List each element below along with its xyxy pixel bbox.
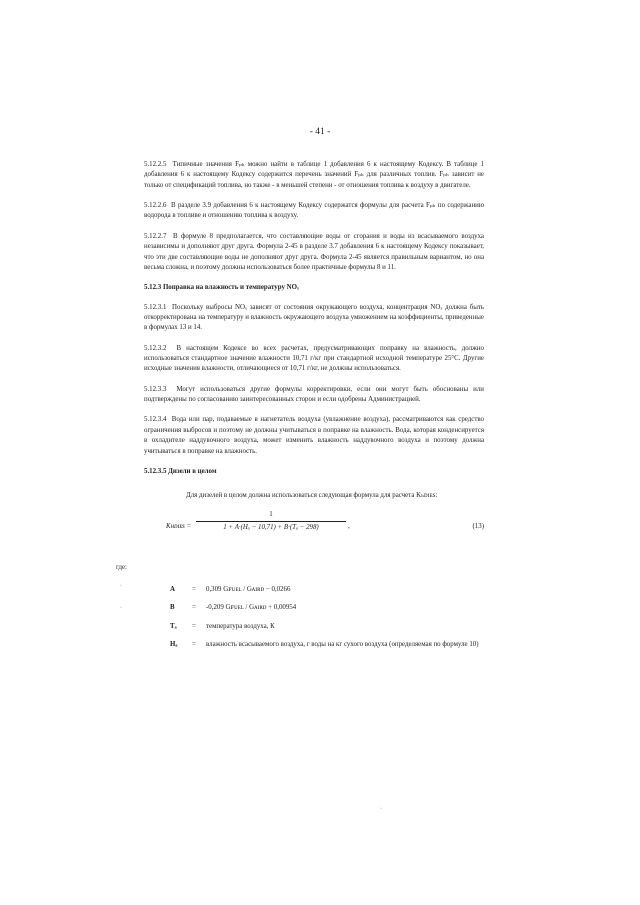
- document-body: [144, 160, 484, 556]
- definition-text: влажность всасываемого воздуха, г воды на кг сухого воздуха (определяемая по формуле 10): [206, 641, 479, 649]
- definition-item: [170, 622, 486, 632]
- definition-text: 0,309 Gꜰᴜᴇʟ / Gᴀɪʀᴅ − 0,0266: [206, 586, 291, 593]
- definition-text: -0,209 Gꜰᴜᴇʟ / Gᴀɪʀᴅ + 0,00954: [206, 604, 297, 612]
- scan-speck: ·: [380, 806, 382, 812]
- formula: [144, 510, 484, 546]
- definition-item: [170, 640, 486, 650]
- paragraph: 5.12.3.1 Поскольку выбросы NOₓ зависят от состояния окружающего воздуха, концентрация NOₓ должна быть откорректирована на температуру и влажность окружающего воздуха умножением на коэффициенты, приведенные в формулах 13 и 14.: [144, 303, 484, 332]
- formula-lhs: Kʜᴅɪᴇs =: [166, 522, 192, 530]
- definition-symbol: Hₐ: [170, 641, 178, 649]
- definition-equals: =: [192, 586, 196, 593]
- definition-equals: =: [192, 604, 196, 612]
- formula-denominator: 1 + A·(Hₐ − 10,71) + B·(Tₐ − 298): [223, 523, 319, 531]
- fraction-bar: [196, 521, 346, 522]
- section-heading: 5.12.3 Поправка на влажность и температуру NOₓ: [144, 284, 299, 292]
- definition-symbol: Tₐ: [170, 622, 177, 630]
- formula-comma: ,: [348, 522, 350, 530]
- section-heading: 5.12.3.5 Дизели в целом: [144, 467, 217, 475]
- definitions-list: [170, 585, 486, 658]
- paragraph: 5.12.3.2 В настоящем Кодексе во всех расчетах, предусматривающих поправку на влажность, должно использоваться стандартное значение влажности 10,71 г/кг при стандартной исходной температуре 25°С. Другие исходные значения влажности, отличающиеся от 10,71 г/кг, не должны использоваться.: [144, 344, 484, 373]
- formula-intro: Для дизелей в целом должна использоваться следующая формула для расчета Kₕᴅɪᴇs:: [186, 492, 438, 500]
- definition-item: [170, 585, 486, 595]
- scan-speck: ·: [120, 605, 122, 611]
- definition-item: [170, 603, 486, 613]
- definition-symbol: B: [170, 604, 175, 612]
- equation-number: (13): [472, 522, 484, 530]
- page-number: - 41 -: [309, 127, 331, 137]
- paragraph: 5.12.2.6 В разделе 3.9 добавления 6 к настоящему Кодексу содержатся формулы для расчета Fₚₕ по содержанию водорода в топливе и отношению топлива к воздуху.: [144, 202, 484, 220]
- paragraph: 5.12.3.3 Могут использоваться другие формулы корректировки, если они могут быть обоснованы или подтверждены по согласованию заинтересованных сторон и если одобрены Администрацией.: [144, 385, 484, 404]
- paragraph: 5.12.3.4 Вода или пар, подаваемые в нагнетатель воздуха (увлажнение воздуха), рассматриваются как средство ограничения выбросов и поэтому не должны учитываться в поправке на влажность. Вода, которая конденсируется в охладителе наддувочного воздуха, может изменить влажность наддувочного воздуха и поэтому должна учитываться в поправке на влажность.: [144, 416, 485, 455]
- definition-equals: =: [192, 641, 196, 649]
- scan-speck: ·: [120, 583, 122, 589]
- definition-text: температура воздуха, К: [206, 622, 275, 630]
- paragraph: 5.12.2.7 В формуле 8 предполагается, что составляющие воды от сгорания и воды из всасываемого воздуха независимы и дополняют друг друга. Формула 2-45 в разделе 3.7 добавления 6 к настоящему Кодексу показывает, что эти две составляющие воды не дополняют друг друга. Формула 2-45 является правильным вариантом, но она весьма сложна, и поэтому должны использоваться более практичные формулы 8 и 11.: [144, 232, 484, 271]
- paragraph: 5.12.2.5 Типичные значения Fₚₕ можно найти в таблице 1 добавления 6 к настоящему Кодексу. В таблице 1 добавления 6 к настоящему Кодексу содержится перечень значений Fₚₕ для различных топлив. Fₚₕ зависит не только от спецификаций топлива, но также - в меньшей степени - от отношения топлива к воздуху в двигателе.: [144, 161, 484, 189]
- where-label: где:: [116, 564, 127, 571]
- definition-symbol: A: [170, 586, 175, 593]
- definition-equals: =: [192, 622, 196, 630]
- formula-numerator: 1: [269, 510, 273, 518]
- formula-fraction: [196, 510, 346, 534]
